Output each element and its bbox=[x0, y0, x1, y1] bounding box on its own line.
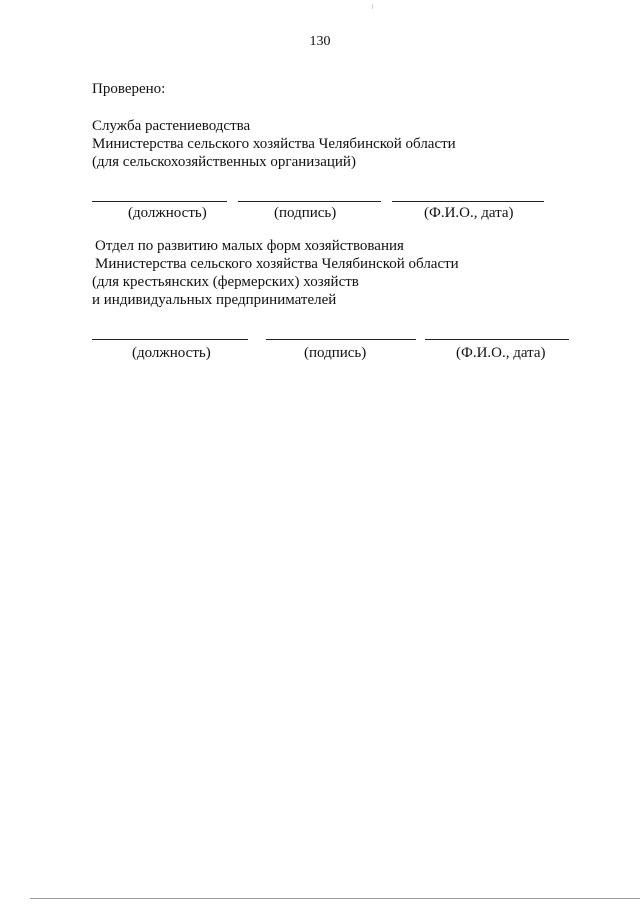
caption-name-date: (Ф.И.О., дата) bbox=[456, 345, 546, 361]
position-signature-line bbox=[92, 201, 227, 202]
caption-signature: (подпись) bbox=[274, 205, 337, 221]
caption-signature: (подпись) bbox=[304, 345, 367, 361]
block1-line-2: Министерства сельского хозяйства Челябинской области bbox=[92, 136, 456, 152]
signature-line bbox=[238, 201, 381, 202]
caption-position: (должность) bbox=[132, 345, 211, 361]
caption-name-date: (Ф.И.О., дата) bbox=[424, 205, 514, 221]
checked-label: Проверено: bbox=[92, 81, 166, 97]
position-signature-line bbox=[92, 339, 248, 340]
caption-position: (должность) bbox=[128, 205, 207, 221]
block2-line-2: Министерства сельского хозяйства Челябинской области bbox=[95, 256, 459, 272]
block2-line-1: Отдел по развитию малых форм хозяйствования bbox=[95, 238, 404, 254]
scan-mark bbox=[372, 4, 373, 9]
signature-line bbox=[266, 339, 416, 340]
block1-line-3: (для сельскохозяйственных организаций) bbox=[92, 154, 356, 170]
name-date-line bbox=[392, 201, 544, 202]
page-number: 130 bbox=[309, 34, 331, 49]
block2-line-3: (для крестьянских (фермерских) хозяйств bbox=[92, 274, 359, 290]
page-bottom-edge bbox=[30, 898, 640, 899]
block2-line-4: и индивидуальных предпринимателей bbox=[92, 292, 337, 308]
block1-line-1: Служба растениеводства bbox=[92, 118, 251, 134]
name-date-line bbox=[425, 339, 569, 340]
